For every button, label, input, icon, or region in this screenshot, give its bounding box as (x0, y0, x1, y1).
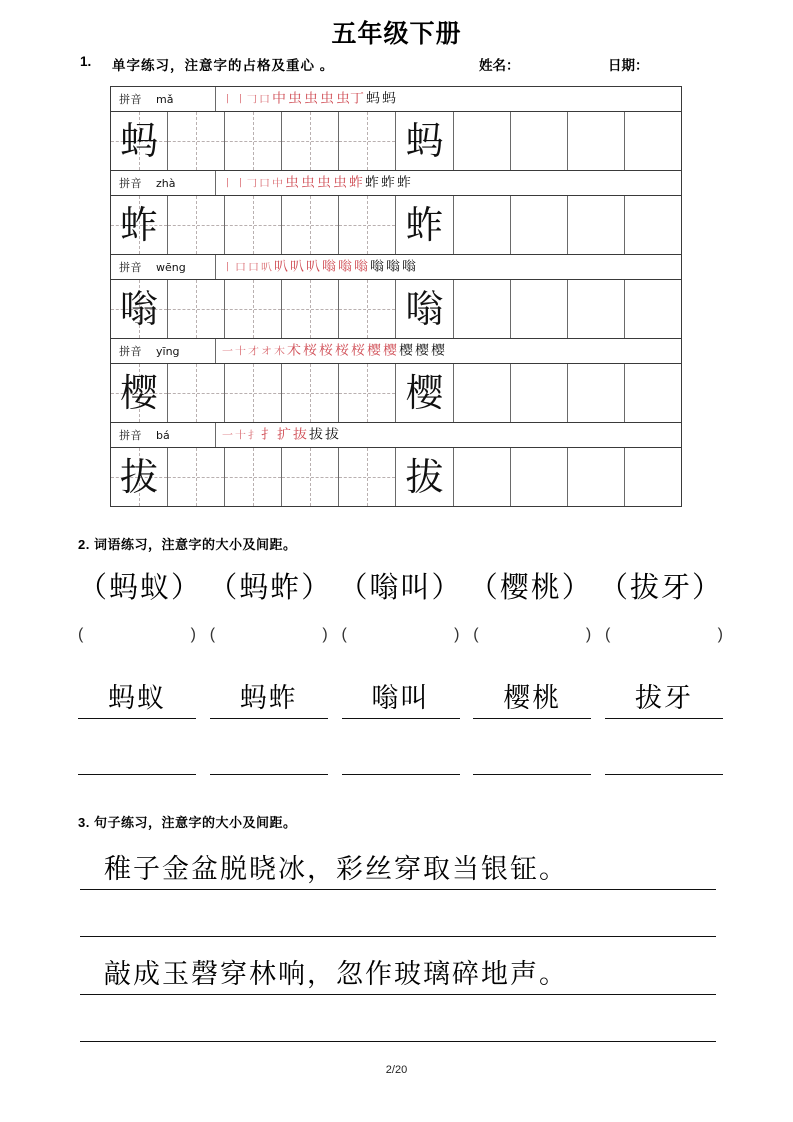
grid-cell-blank[interactable] (339, 112, 396, 170)
stroke-step: 蚂 (366, 91, 380, 107)
pinyin-value: yīng (156, 344, 180, 358)
model-character: 嗡 (120, 287, 159, 331)
stroke-step: 桜 (351, 343, 365, 359)
word-parenthesized: （蚂蚁） (78, 570, 203, 604)
stroke-order-sequence (216, 171, 681, 195)
grid-cell-model (111, 448, 168, 506)
stroke-order-sequence (216, 423, 681, 447)
stroke-step: 口 (259, 177, 270, 189)
word-underlined-slot (342, 680, 460, 719)
grid-cell-blank[interactable] (568, 280, 625, 338)
stroke-step: 樱 (383, 343, 397, 359)
grid-cell-model (111, 364, 168, 422)
stroke-step: 樱 (415, 343, 429, 359)
grid-cell-model (396, 112, 453, 170)
pinyin-stroke-band (111, 255, 681, 280)
grid-cell-blank[interactable] (225, 280, 282, 338)
grid-cell-blank[interactable] (168, 112, 225, 170)
stroke-step: 虫 (301, 175, 315, 191)
stroke-step: 嗡 (386, 259, 400, 275)
grid-cell-blank[interactable] (282, 112, 339, 170)
practice-row (111, 339, 681, 423)
empty-paren-slot[interactable] (473, 626, 591, 644)
model-character: 拔 (405, 455, 444, 499)
stroke-step: 嗡 (402, 259, 416, 275)
model-character: 拔 (120, 455, 159, 499)
word-blank-line[interactable] (342, 772, 460, 775)
paren-close: ) (190, 626, 196, 643)
pinyin-cell (111, 255, 216, 279)
stroke-step: 叭 (261, 261, 272, 273)
stroke-step: 虫 (320, 91, 334, 107)
word-underlined-slot (210, 680, 328, 719)
stroke-step: 嗡 (354, 259, 368, 275)
paren-close: ) (454, 626, 460, 643)
grid-cell-blank[interactable] (225, 448, 282, 506)
word-underlined-slot (78, 680, 196, 719)
stroke-step: 扩 (277, 427, 291, 443)
word-parenthesized: （樱桃） (468, 570, 593, 604)
stroke-step: 蚂 (382, 91, 396, 107)
stroke-step: 虫 (304, 91, 318, 107)
model-character: 樱 (120, 371, 159, 415)
stroke-step: 中 (272, 177, 283, 189)
word-blank-line[interactable] (605, 772, 723, 775)
stroke-step: 蚱 (397, 175, 411, 191)
paren-open: ( (341, 626, 347, 643)
writing-grid-row (111, 364, 681, 423)
stroke-step: 樱 (367, 343, 381, 359)
grid-cell-blank[interactable] (625, 448, 681, 506)
grid-cell-blank[interactable] (511, 364, 568, 422)
stroke-step: 蚱 (365, 175, 379, 191)
grid-cell-blank[interactable] (225, 112, 282, 170)
word-text: 拔牙 (635, 683, 693, 714)
stroke-step: 嗡 (322, 259, 336, 275)
writing-grid-row (111, 196, 681, 255)
stroke-step: 丨 (222, 93, 233, 105)
stroke-step: 虫 (288, 91, 302, 107)
stroke-step: 叭 (274, 259, 288, 275)
paren-close: ) (585, 626, 592, 643)
practice-row (111, 87, 681, 171)
pinyin-label: 拼音 (119, 178, 142, 190)
grid-cell-blank[interactable] (339, 448, 396, 506)
word-underlined-slot (473, 680, 591, 719)
stroke-step: 蚱 (349, 175, 363, 191)
word-rule-line (78, 718, 196, 719)
empty-paren-slot[interactable] (342, 626, 460, 644)
grid-cell-blank[interactable] (454, 364, 511, 422)
stroke-step: 扌 (248, 429, 259, 441)
pinyin-value: zhà (156, 176, 176, 190)
word-rule-line (473, 718, 591, 719)
word-practice-blank-row (78, 772, 723, 775)
grid-cell-blank[interactable] (511, 280, 568, 338)
grid-cell-blank[interactable] (511, 196, 568, 254)
stroke-step: 虫 (333, 175, 347, 191)
pinyin-cell (111, 423, 216, 447)
stroke-order-sequence (216, 87, 681, 111)
pinyin-stroke-band (111, 87, 681, 112)
practice-row (111, 255, 681, 339)
grid-cell-blank[interactable] (282, 196, 339, 254)
empty-paren-slot[interactable] (210, 626, 328, 644)
model-character: 樱 (405, 371, 444, 415)
paren-close: ) (717, 626, 723, 643)
stroke-step: 口 (248, 261, 259, 273)
sentence-text-2: 敲成玉磬穿林响，忽作玻璃碎地声。 (104, 959, 568, 990)
practice-row (111, 423, 681, 507)
pinyin-label: 拼音 (119, 94, 142, 106)
grid-cell-model (396, 196, 453, 254)
stroke-step: 虫丁 (336, 91, 364, 107)
model-character: 蚂 (405, 119, 444, 163)
grid-cell-blank[interactable] (282, 280, 339, 338)
paren-open: ( (605, 626, 611, 643)
word-blank-line[interactable] (473, 772, 591, 775)
grid-cell-blank[interactable] (168, 364, 225, 422)
stroke-step: 抜 (293, 427, 307, 443)
stroke-step: 桜 (303, 343, 317, 359)
stroke-step: 嗡 (370, 259, 384, 275)
writing-grid-row (111, 280, 681, 339)
paren-open: ( (209, 626, 216, 643)
date-field-label: 日期： (608, 58, 649, 73)
word-blank-line[interactable] (78, 772, 196, 775)
grid-cell-model (111, 112, 168, 170)
word-text: 嗡叫 (371, 683, 430, 714)
pinyin-cell (111, 87, 216, 111)
stroke-step: 丨𠃌 (235, 93, 257, 105)
word-parenthesized: （拔牙） (598, 570, 723, 604)
stroke-step: 蚱 (381, 175, 395, 191)
writing-grid-row (111, 112, 681, 171)
stroke-step: 桜 (335, 343, 349, 359)
pinyin-stroke-band (111, 171, 681, 196)
stroke-step: 十 (235, 429, 246, 441)
sentence-line-1 (80, 843, 716, 890)
empty-paren-slot[interactable] (605, 626, 723, 644)
sentence-practice-block-1 (80, 843, 716, 937)
sentence-blank-1[interactable] (80, 890, 716, 937)
writing-grid-row (111, 448, 681, 507)
page-footer: 2/20 (385, 1064, 408, 1076)
stroke-step: 虫 (317, 175, 331, 191)
stroke-step: 十 (235, 345, 246, 357)
word-text: 樱桃 (503, 683, 562, 714)
section1-header (80, 54, 720, 74)
pinyin-value: mǎ (156, 92, 174, 106)
word-parenthesized: （蚂蚱） (208, 570, 333, 604)
stroke-step: 拔 (325, 427, 339, 443)
stroke-step: 中 (272, 91, 286, 107)
sentence-text-1: 稚子金盆脱晓冰，彩丝穿取当银钲。 (104, 854, 568, 885)
pinyin-value: wēng (156, 260, 186, 274)
word-parenthesized: （嗡叫） (338, 570, 463, 604)
grid-cell-blank[interactable] (568, 112, 625, 170)
sentence-blank-2[interactable] (80, 995, 716, 1042)
paren-open: ( (473, 626, 479, 643)
stroke-step: 叭 (306, 259, 320, 275)
stroke-step: 口 (235, 261, 246, 273)
word-rule-line (342, 718, 460, 719)
stroke-step: オ (261, 345, 272, 357)
stroke-step: 丨𠃌 (235, 177, 257, 189)
grid-cell-blank[interactable] (568, 364, 625, 422)
section1-heading-text: 单字练习，注意字的占格及重心 。 (112, 58, 335, 73)
grid-cell-blank[interactable] (339, 280, 396, 338)
model-character: 蚱 (405, 203, 444, 247)
sentence-practice-block-2 (80, 948, 716, 1042)
stroke-step: 桜 (319, 343, 333, 359)
grid-cell-blank[interactable] (568, 448, 625, 506)
word-text: 蚂蚱 (239, 683, 298, 714)
stroke-step: 一 (222, 429, 233, 441)
character-practice-table (110, 86, 682, 507)
grid-cell-model (111, 280, 168, 338)
section1-number: 1. (80, 54, 92, 69)
grid-cell-model (396, 280, 453, 338)
stroke-step: 虫 (285, 175, 299, 191)
stroke-step: 扌 (261, 427, 275, 443)
grid-cell-blank[interactable] (168, 448, 225, 506)
stroke-step: 丨 (222, 261, 233, 273)
grid-cell-blank[interactable] (511, 448, 568, 506)
grid-cell-blank[interactable] (225, 364, 282, 422)
stroke-step: 才 (248, 345, 259, 357)
pinyin-stroke-band (111, 423, 681, 448)
grid-cell-blank[interactable] (225, 196, 282, 254)
word-practice-underlined-row (78, 680, 723, 719)
word-underlined-slot (605, 680, 723, 719)
stroke-step: 嗡 (338, 259, 352, 275)
stroke-step: 一 (222, 345, 233, 357)
empty-paren-slot[interactable] (78, 626, 196, 644)
stroke-step: 术 (287, 343, 301, 359)
model-character: 蚂 (120, 119, 159, 163)
pinyin-label: 拼音 (119, 430, 142, 442)
stroke-order-sequence (216, 255, 681, 279)
word-blank-line[interactable] (210, 772, 328, 775)
word-practice-empty-parens-row (78, 626, 723, 644)
stroke-step: 口 (259, 93, 270, 105)
pinyin-stroke-band (111, 339, 681, 364)
word-text: 蚂蚁 (108, 683, 166, 714)
stroke-step: 丨 (222, 177, 233, 189)
word-practice-parenthesized-row (78, 565, 723, 606)
grid-cell-blank[interactable] (282, 364, 339, 422)
section2-heading: 2. 词语练习，注意字的大小及间距。 (78, 537, 297, 552)
pinyin-label: 拼音 (119, 262, 142, 274)
grid-cell-blank[interactable] (625, 196, 681, 254)
sentence-line-2 (80, 948, 716, 995)
grid-cell-blank[interactable] (454, 196, 511, 254)
stroke-step: 木 (274, 345, 285, 357)
grid-cell-blank[interactable] (625, 280, 681, 338)
model-character: 嗡 (405, 287, 444, 331)
word-rule-line (210, 718, 328, 719)
grid-cell-blank[interactable] (568, 196, 625, 254)
stroke-step: 樱 (431, 343, 445, 359)
pinyin-value: bá (156, 428, 170, 442)
grid-cell-blank[interactable] (625, 364, 681, 422)
grid-cell-blank[interactable] (454, 448, 511, 506)
stroke-step: 拔 (309, 427, 323, 443)
pinyin-cell (111, 171, 216, 195)
grid-cell-blank[interactable] (625, 112, 681, 170)
model-character: 蚱 (120, 203, 159, 247)
grid-cell-model (396, 448, 453, 506)
grid-cell-blank[interactable] (454, 112, 511, 170)
section3-heading: 3. 句子练习，注意字的大小及间距。 (78, 815, 297, 830)
word-rule-line (605, 718, 723, 719)
grid-cell-blank[interactable] (282, 448, 339, 506)
grid-cell-blank[interactable] (168, 280, 225, 338)
grid-cell-blank[interactable] (339, 364, 396, 422)
paren-close: ) (322, 626, 328, 643)
practice-row (111, 171, 681, 255)
grid-cell-blank[interactable] (339, 196, 396, 254)
stroke-step: 叭 (290, 259, 304, 275)
grid-cell-blank[interactable] (454, 280, 511, 338)
stroke-step: 樱 (399, 343, 413, 359)
grid-cell-blank[interactable] (168, 196, 225, 254)
pinyin-label: 拼音 (119, 346, 142, 358)
stroke-order-sequence (216, 339, 681, 363)
pinyin-cell (111, 339, 216, 363)
grid-cell-model (111, 196, 168, 254)
paren-open: ( (78, 626, 84, 643)
grid-cell-blank[interactable] (511, 112, 568, 170)
page-title: 五年级下册 (331, 20, 462, 48)
name-field-label: 姓名： (479, 58, 520, 73)
grid-cell-model (396, 364, 453, 422)
